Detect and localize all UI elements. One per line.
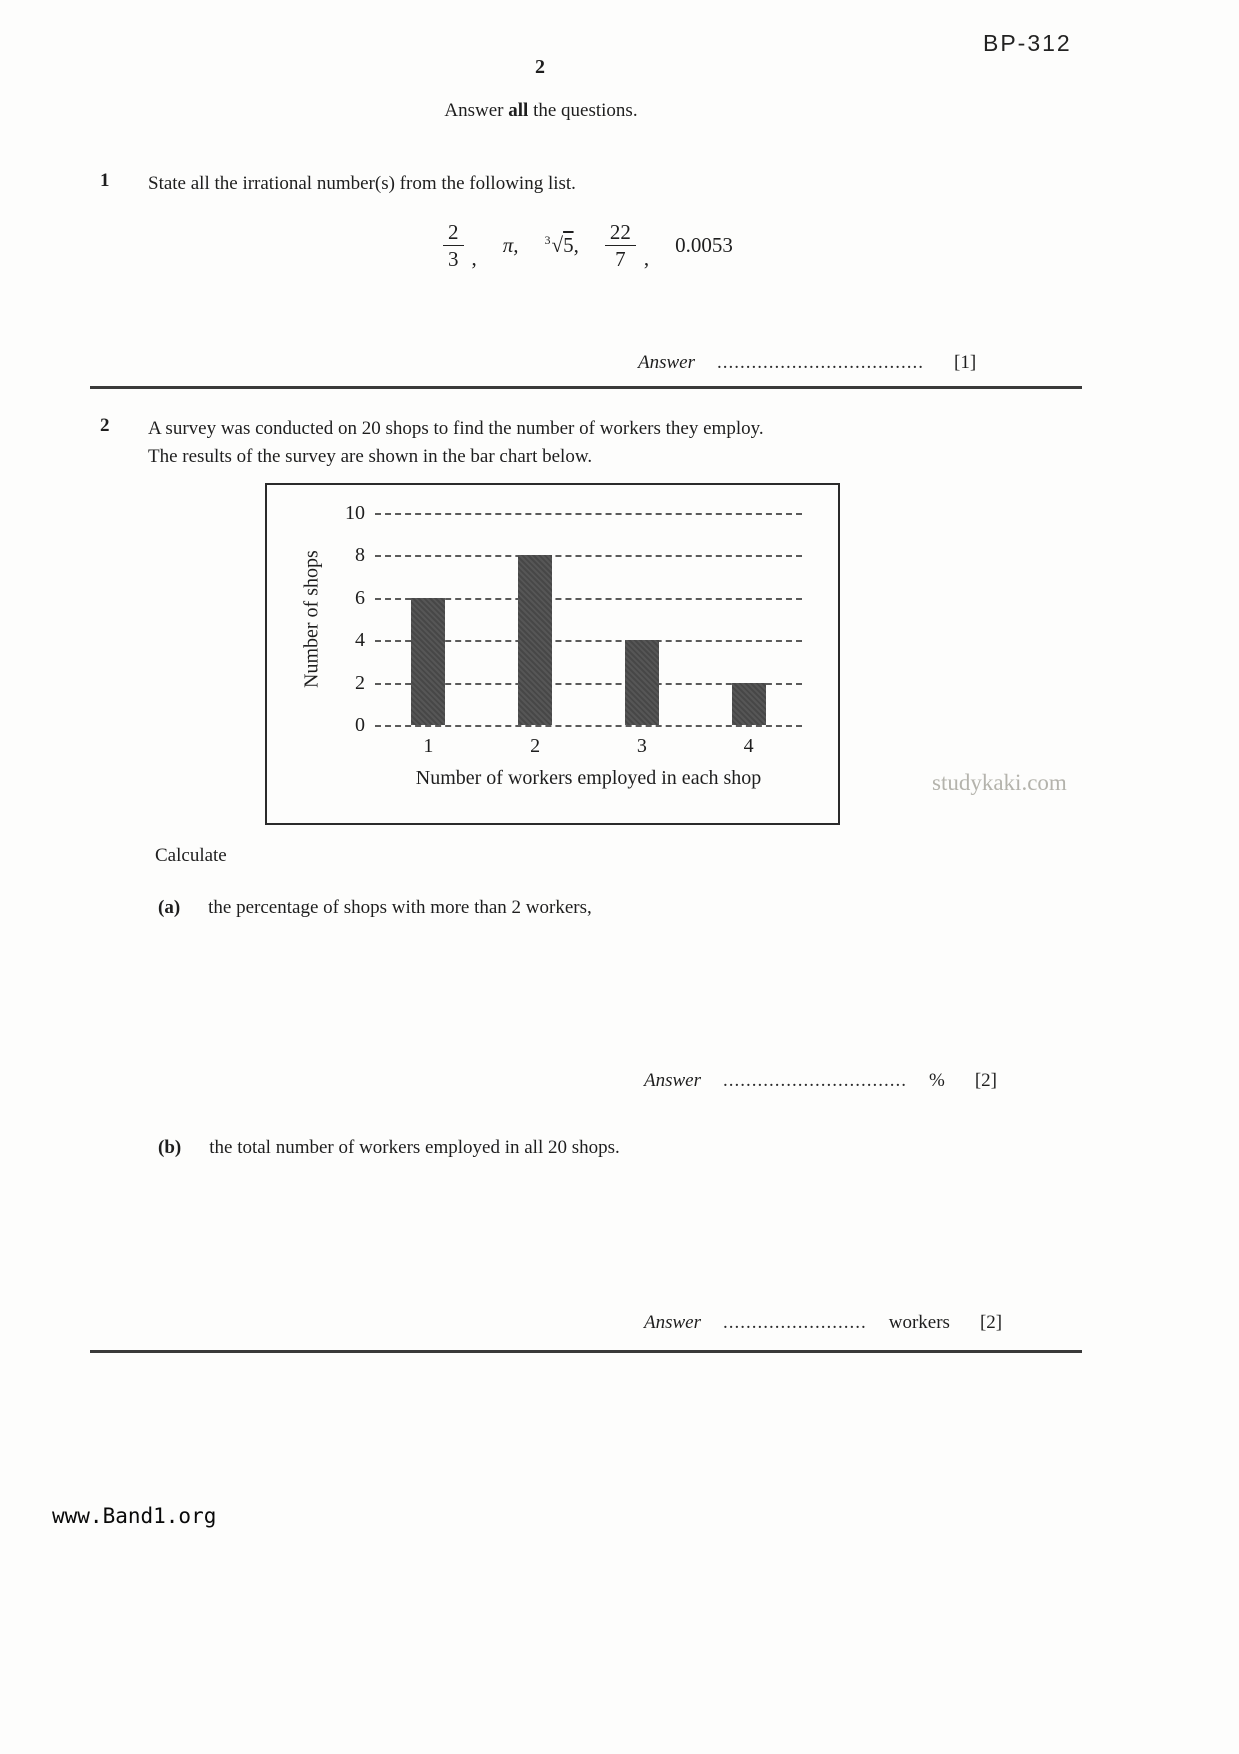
cube-root-of-five [545, 233, 579, 258]
bar-workers-1 [411, 598, 445, 725]
decimal-number: 0.0053 [675, 233, 733, 258]
y-tick-label: 10 [345, 502, 365, 524]
part-b-label: (b) [158, 1137, 182, 1158]
gridline [375, 725, 802, 727]
footer-url: www.Band1.org [52, 1504, 217, 1528]
question-1-number-list [443, 220, 733, 271]
x-tick-label: 2 [530, 735, 541, 757]
answer-label: Answer [644, 1312, 701, 1333]
question-2-number: 2 [100, 415, 110, 436]
answer-unit: workers [888, 1312, 950, 1333]
fraction-numerator: 22 [605, 220, 636, 246]
chart-plot [345, 502, 802, 757]
question-2a [158, 897, 592, 919]
question-1-number: 1 [100, 170, 110, 191]
calculate-label: Calculate [155, 845, 227, 866]
question-2-text-line2: The results of the survey are shown in the bar chart below. [148, 446, 593, 467]
chart-x-axis-label: Number of workers employed in each shop [415, 767, 762, 789]
part-a-label: (a) [158, 897, 181, 918]
instruction-line [0, 100, 1082, 122]
marks-badge: [2] [979, 1312, 1003, 1333]
question-2-text [148, 415, 764, 471]
x-tick-label: 3 [636, 735, 647, 757]
bar-workers-2 [518, 555, 552, 725]
answer-line-q1 [638, 352, 976, 374]
answer-unit: % [929, 1070, 945, 1091]
answer-line-q2b [644, 1312, 1002, 1334]
question-1-text: State all the irrational number(s) from the following list. [148, 173, 576, 194]
instruction-bold: all [508, 100, 529, 121]
watermark: studykaki.com [932, 770, 1067, 795]
comma: , [471, 246, 477, 271]
radical-sign: √ [551, 233, 564, 258]
section-divider [90, 1350, 1082, 1353]
fraction-denominator: 7 [615, 247, 626, 272]
bar-chart [265, 483, 840, 825]
bar-workers-4 [732, 683, 766, 725]
y-tick-label: 0 [355, 714, 365, 736]
marks-badge: [1] [954, 352, 977, 373]
section-divider [90, 386, 1082, 389]
y-tick-label: 2 [355, 671, 365, 694]
fraction-twentytwo-sevenths [605, 220, 636, 271]
answer-dotted-line: ......................... [723, 1312, 867, 1333]
instruction-pre: Answer [444, 100, 509, 121]
y-tick-label: 8 [355, 544, 365, 567]
radicand: 5 [563, 233, 574, 258]
question-2b [158, 1137, 620, 1159]
answer-dotted-line: .................................... [717, 352, 924, 373]
fraction-numerator: 2 [443, 220, 464, 246]
instruction-post: the questions. [528, 100, 638, 121]
answer-label: Answer [638, 352, 695, 373]
question-2-text-line1: A survey was conducted on 20 shops to find the number of workers they employ. [148, 418, 764, 439]
fraction-two-thirds [443, 220, 464, 271]
x-tick-label: 4 [743, 735, 754, 757]
chart-y-axis-label: Number of shops [300, 550, 323, 688]
comma: , [573, 233, 579, 258]
question-1 [100, 170, 576, 198]
root-index: 3 [544, 233, 551, 248]
fraction-denominator: 3 [448, 247, 459, 272]
question-2 [100, 415, 764, 471]
gridline [375, 555, 802, 557]
doc-code: BP-312 [983, 30, 1072, 56]
answer-line-q2a [644, 1070, 997, 1092]
page-number: 2 [535, 56, 545, 78]
comma: , [643, 246, 650, 271]
marks-badge: [2] [974, 1070, 997, 1091]
answer-dotted-line: ................................ [723, 1070, 907, 1091]
x-tick-label: 1 [423, 735, 434, 757]
y-tick-label: 6 [355, 586, 365, 609]
y-tick-label: 4 [355, 629, 365, 652]
part-b-text: the total number of workers employed in all 20 shops. [209, 1137, 620, 1158]
bar-workers-3 [625, 640, 659, 725]
gridline [375, 513, 802, 515]
pi-symbol: π, [502, 233, 519, 258]
part-a-text: the percentage of shops with more than 2 workers, [208, 897, 592, 918]
answer-label: Answer [644, 1070, 701, 1091]
